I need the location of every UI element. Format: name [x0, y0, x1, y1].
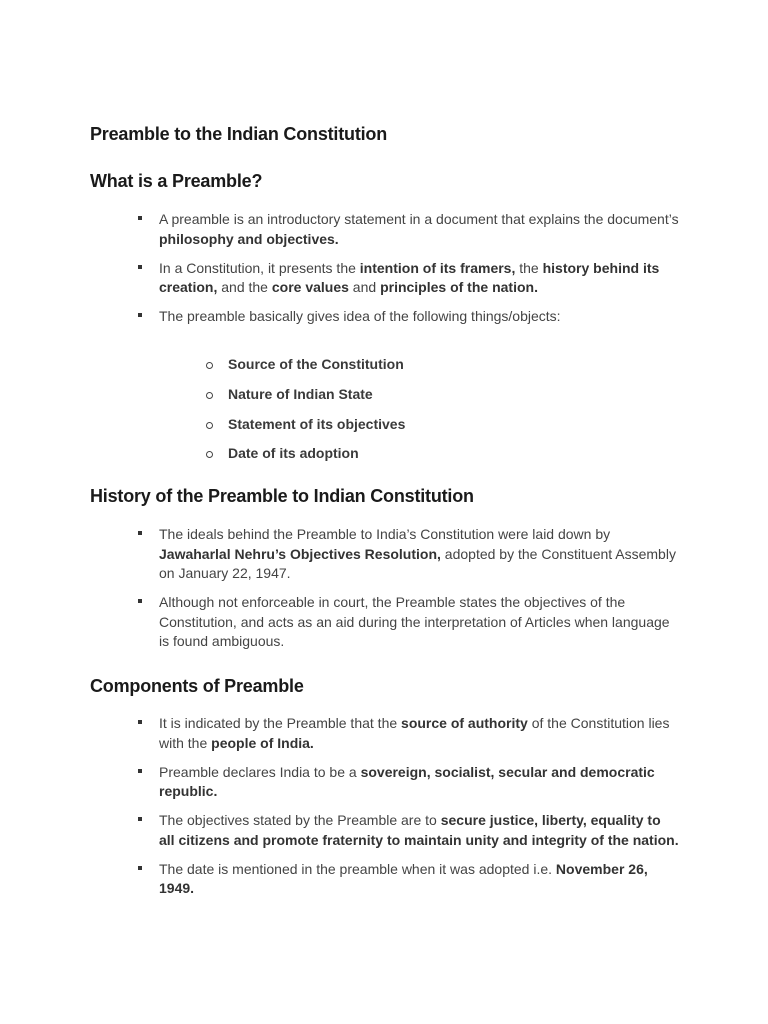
- list-item: The preamble basically gives idea of the following things/objects:: [159, 307, 679, 327]
- document-title: Preamble to the Indian Constitution: [90, 124, 388, 144]
- bold-text: source of authority: [401, 715, 528, 731]
- section-heading-what-is-preamble: What is a Preamble?: [90, 171, 263, 191]
- bullet-list-components: [159, 714, 679, 908]
- bold-text: intention of its framers,: [359, 259, 516, 276]
- list-item: The ideals behind the Preamble to India’s Constitution were laid down by Jawaharlal Nehru’s Objectives Resolution, adopted by the Constituent Assembly on January 22, 1947.: [159, 525, 679, 584]
- list-item: It is indicated by the Preamble that the source of authority of the Constitution lies with the people of India.: [159, 714, 679, 753]
- bold-text: sovereign, socialist, secular and democratic republic.: [159, 763, 655, 799]
- list-item: A preamble is an introductory statement in a document that explains the document’s philosophy and objectives.: [159, 210, 679, 249]
- sub-list-item: Statement of its objectives: [228, 414, 628, 434]
- list-item: In a Constitution, it presents the intention of its framers, the history behind its creation, and the core values and principles of the nation.: [159, 259, 679, 298]
- bold-text: Jawaharlal Nehru’s Objectives Resolution,: [159, 545, 441, 562]
- list-item: The objectives stated by the Preamble are to secure justice, liberty, equality to all citizens and promote fraternity to maintain unity and integrity of the nation.: [159, 811, 679, 850]
- bold-text: history behind its creation,: [159, 259, 660, 295]
- bold-text: philosophy and objectives.: [159, 230, 339, 247]
- bold-text: people of India.: [211, 734, 314, 751]
- sub-list-item: Source of the Constitution: [228, 354, 628, 374]
- bold-text: November 26, 1949.: [159, 860, 648, 896]
- bold-text: principles of the nation.: [380, 279, 538, 295]
- list-item: Preamble declares India to be a sovereign, socialist, secular and democratic republic.: [159, 763, 679, 802]
- sub-list-item: Nature of Indian State: [228, 384, 628, 404]
- bold-text: secure justice, liberty, equality to all citizens and promote fraternity to maintain unity and integrity of the nation.: [159, 812, 679, 848]
- sub-list-preamble-objects: [228, 354, 628, 473]
- sub-list-item: Date of its adoption: [228, 443, 628, 463]
- list-item: The date is mentioned in the preamble when it was adopted i.e. November 26, 1949.: [159, 860, 679, 899]
- section-heading-components: Components of Preamble: [90, 676, 304, 696]
- bullet-list-history: [159, 525, 679, 661]
- list-item: Although not enforceable in court, the Preamble states the objectives of the Constitution, and acts as an aid during the interpretation of Articles when language is found ambiguous.: [159, 593, 679, 652]
- bold-text: core values: [271, 279, 349, 295]
- section-heading-history: History of the Preamble to Indian Constitution: [90, 486, 474, 506]
- bullet-list-what-is-preamble: [159, 210, 679, 336]
